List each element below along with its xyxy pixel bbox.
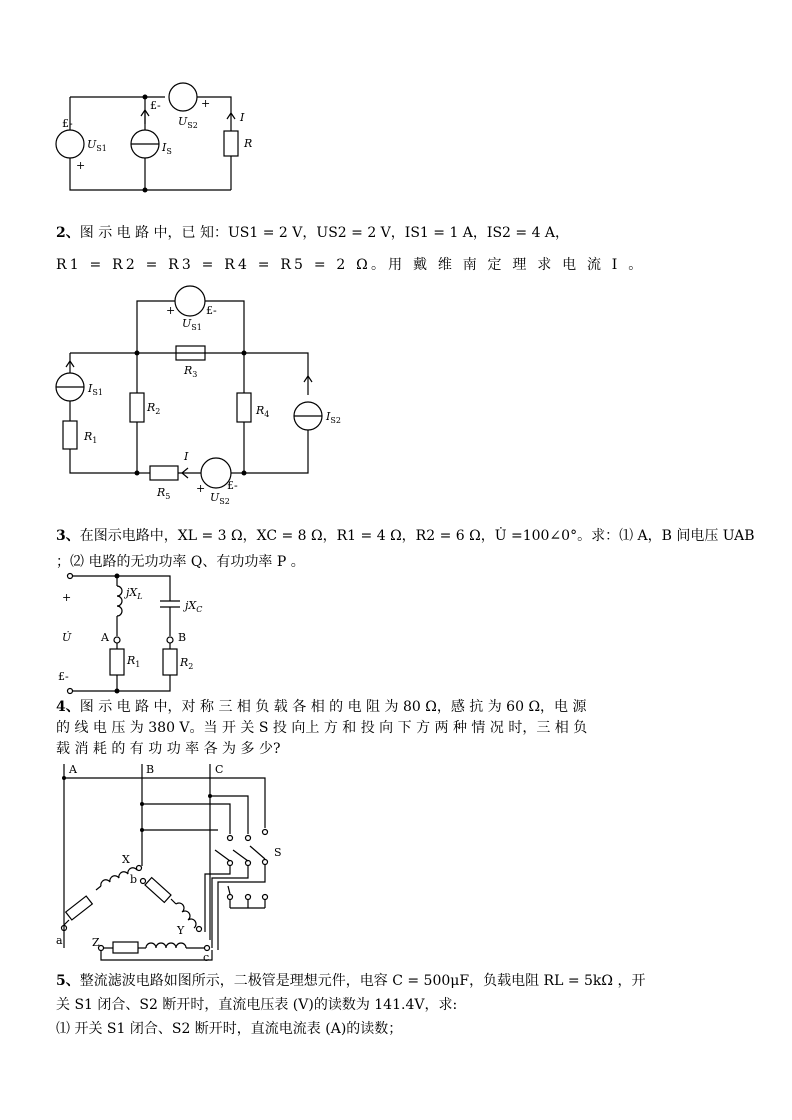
fig1-us1-label: $U_{S1}$ bbox=[87, 138, 107, 154]
fig1-current-label: I bbox=[240, 111, 245, 124]
problem4-text-line3: 载 消 耗 的 有 功 功 率 各 为 多 少? bbox=[56, 741, 281, 757]
p2-is1-label: $I_{S1}$ bbox=[88, 382, 103, 398]
fig1-us1-minus: £- bbox=[62, 117, 73, 130]
problem2-text-line1: 2、图 示 电 路 中，已 知：US1 = 2 V，US2 = 2 V，IS1 = 1 A，IS2 = 4 A， bbox=[56, 225, 570, 241]
p4-label-Z: Z bbox=[92, 936, 100, 949]
fig1-us2-label: $U_{S2}$ bbox=[178, 115, 198, 131]
p4-label-Y: Y bbox=[177, 924, 185, 937]
p4-label-X: X bbox=[122, 853, 130, 866]
p2-us1-plus: + bbox=[166, 304, 176, 317]
problem2-text-line2: R1 = R2 = R3 = R4 = R5 = 2 Ω。用 戴 维 南 定 理 求 电 流 I 。 bbox=[56, 257, 646, 273]
p3-r2-label: $R_2$ bbox=[180, 656, 194, 672]
p4-label-a: a bbox=[56, 934, 63, 947]
p2-r3-label: $R_3$ bbox=[184, 364, 198, 380]
fig1-is-minus: £- bbox=[150, 99, 161, 112]
p4-label-C: C bbox=[215, 763, 224, 776]
p3-jxl-label: $jX_L$ bbox=[126, 586, 143, 602]
problem5-text-line2: 关 S1 闭合、S2 断开时，直流电压表 (V)的读数为 141.4V，求: bbox=[56, 997, 458, 1013]
p3-plus: + bbox=[62, 591, 72, 604]
p2-r1-label: $R_1$ bbox=[84, 430, 98, 446]
p2-is2-label: $I_{S2}$ bbox=[326, 410, 341, 426]
p2-current-label: I bbox=[184, 450, 189, 463]
p3-r1-label: $R_1$ bbox=[127, 654, 141, 670]
problem5-text-line3: ⑴ 开关 S1 闭合、S2 断开时，直流电流表 (A)的读数； bbox=[56, 1021, 403, 1037]
p2-us1-minus: £- bbox=[206, 304, 217, 317]
p2-r4-label: $R_4$ bbox=[256, 404, 270, 420]
p3-node-b: B bbox=[178, 631, 187, 644]
p2-us2-minus: £- bbox=[227, 479, 238, 492]
p4-label-B: B bbox=[146, 763, 155, 776]
problem3-text-line2: ；⑵ 电路的无功功率 Q、有功功率 P 。 bbox=[56, 554, 305, 570]
p4-label-c: c bbox=[203, 951, 210, 964]
problem4-text-line1: 4、图 示 电 路 中，对 称 三 相 负 载 各 相 的 电 阻 为 80 Ω，感 抗 为 60 Ω，电 源 bbox=[56, 699, 587, 715]
p2-us2-plus: + bbox=[196, 482, 206, 495]
p4-label-b: b bbox=[130, 873, 138, 886]
p2-us2-label: $U_{S2}$ bbox=[210, 491, 230, 507]
fig1-us2-plus: + bbox=[201, 97, 211, 110]
p3-minus: £- bbox=[58, 670, 69, 683]
p2-r5-label: $R_5$ bbox=[157, 486, 171, 502]
fig1-r-label: R bbox=[244, 137, 253, 150]
problem4-text-line2: 的 线 电 压 为 380 V。当 开 关 S 投 向上 方 和 投 向 下 方 两 种 情 况 时，三 相 负 bbox=[56, 720, 588, 736]
p4-label-A: A bbox=[69, 763, 77, 776]
problem5-text-line1: 5、整流滤波电路如图所示，二极管是理想元件，电容 C = 500μF，负载电阻 RL = 5kΩ ，开 bbox=[56, 973, 646, 989]
p3-node-a: A bbox=[101, 631, 109, 644]
p2-r2-label: $R_2$ bbox=[147, 401, 161, 417]
p4-label-S: S bbox=[274, 846, 282, 859]
p2-us1-label: $U_{S1}$ bbox=[182, 317, 202, 333]
fig1-is-label: $I_S$ bbox=[162, 141, 172, 157]
p3-u-label: U̇ bbox=[62, 631, 72, 644]
problem3-text-line1: 3、在图示电路中，XL = 3 Ω，XC = 8 Ω，R1 = 4 Ω，R2 = 6 Ω，U̇ =100∠0°。求：⑴ A，B 间电压 UAB bbox=[56, 528, 755, 544]
fig1-us1-plus: + bbox=[76, 159, 86, 172]
p3-jxc-label: $jX_C$ bbox=[185, 599, 203, 615]
